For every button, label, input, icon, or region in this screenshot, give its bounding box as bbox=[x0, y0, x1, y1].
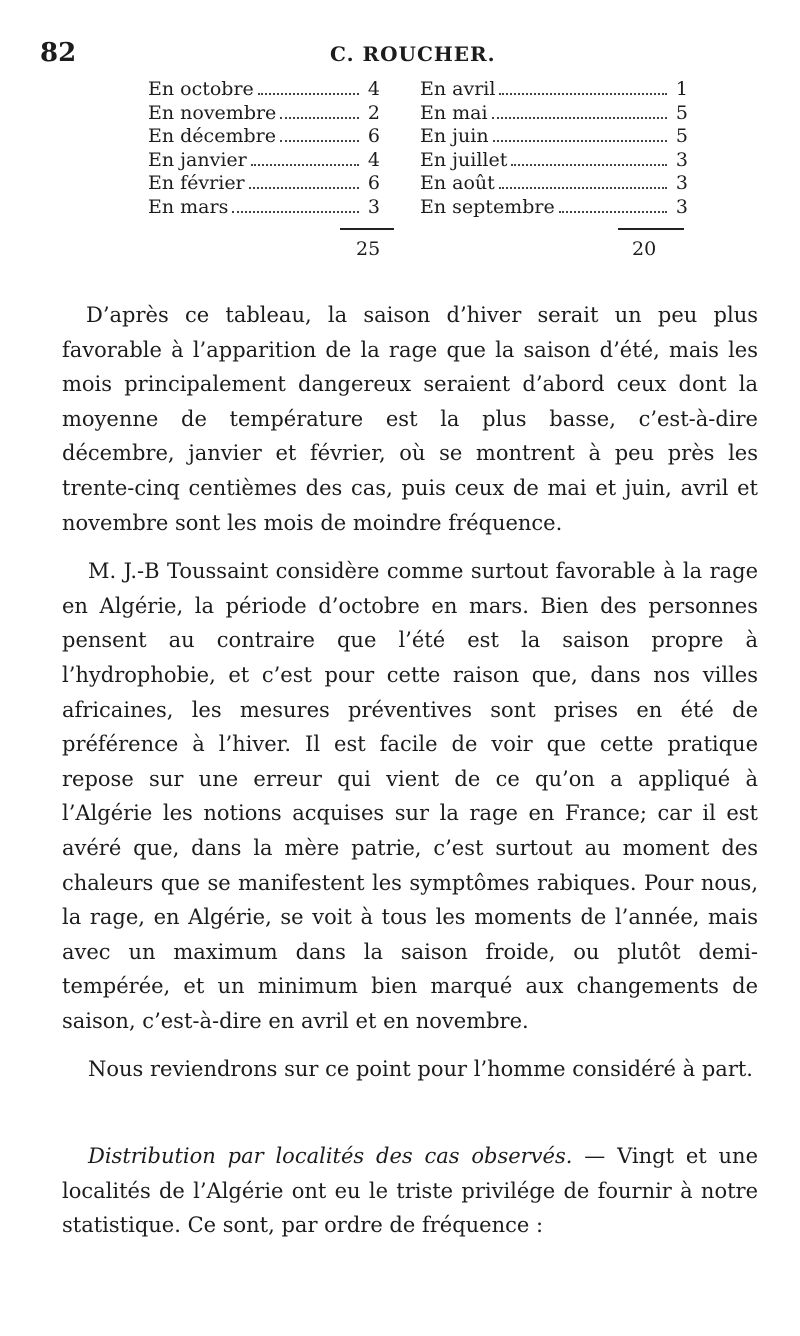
table-row bbox=[420, 125, 688, 149]
month-label: En septembre bbox=[420, 195, 555, 218]
month-label: En juin bbox=[420, 125, 489, 147]
sum-rule-left bbox=[340, 228, 394, 230]
table-row bbox=[420, 172, 688, 196]
total-right: 20 bbox=[632, 238, 657, 260]
dot-leader bbox=[249, 187, 359, 189]
case-count: 3 bbox=[675, 148, 688, 171]
month-label: En mars bbox=[148, 195, 229, 218]
dot-leader bbox=[492, 117, 667, 119]
month-label: En novembre bbox=[148, 101, 277, 124]
table-row bbox=[148, 196, 380, 220]
dot-leader bbox=[258, 93, 359, 95]
case-count: 1 bbox=[675, 78, 688, 100]
table-row bbox=[420, 78, 688, 102]
paragraph: D’après ce tableau, la saison d’hiver serait un peu plus favorable à l’apparition de la rage que la saison d’été, mais les mois principalement dangereux seraient d’abord ceux dont la moyenne de température est la plus basse, c’est-à-dire décembre, janvier et février, où se montrent à peu près les trente-cinq centièmes des cas, puis ceux de mai et juin, avril et novembre sont les mois de moindre fréquence. bbox=[62, 303, 758, 535]
case-count: 5 bbox=[675, 125, 688, 147]
page-header bbox=[0, 38, 800, 72]
table-row bbox=[148, 172, 380, 196]
paragraph: Nous reviendrons sur ce point pour l’homme considéré à part. bbox=[88, 1057, 753, 1082]
section-title: Distribution par localités des cas observés. bbox=[88, 1144, 573, 1169]
dot-leader bbox=[499, 93, 667, 95]
month-label: En mai bbox=[420, 101, 488, 124]
case-count: 4 bbox=[367, 148, 380, 171]
table-row bbox=[420, 102, 688, 126]
dot-leader bbox=[499, 187, 667, 189]
table-column-right bbox=[420, 78, 688, 219]
month-label: En juillet bbox=[420, 148, 508, 171]
case-count: 4 bbox=[367, 78, 380, 100]
month-label: En décembre bbox=[148, 125, 276, 147]
section-text: — Vingt et une localités de l’Algérie ont eu le triste privilége de fournir à notre statistique. Ce sont, par ordre de fréquence : bbox=[62, 1144, 758, 1238]
case-count: 6 bbox=[367, 172, 380, 194]
dot-leader bbox=[559, 211, 667, 213]
table-row bbox=[148, 125, 380, 149]
month-label: En août bbox=[420, 172, 495, 194]
total-left: 25 bbox=[356, 238, 381, 260]
dot-leader bbox=[493, 140, 667, 142]
case-count: 3 bbox=[675, 195, 688, 218]
paragraph: M. J.-B Toussaint considère comme surtout favorable à la rage en Algérie, la période d’octobre en mars. Bien des personnes pensent au contraire que l’été est la saison propre à l’hydrophobie, et c’est pour cette raison que, dans nos villes africaines, les mesures préventives sont prises en été de préférence à l’hiver. Il est facile de voir que cette pratique repose sur une erreur qui vient de ce qu’on a appliqué à l’Algérie les notions acquises sur la rage en France; car il est avéré que, dans la mère patrie, c’est surtout au moment des chaleurs que se manifestent les symptômes rabiques. Pour nous, la rage, en Algérie, se voit à tous les moments de l’année, mais avec un maximum dans la saison froide, ou plutôt demi-tempérée, et un minimum bien marqué aux changements de saison, c’est-à-dire en avril et en novembre. bbox=[62, 559, 758, 1033]
case-count: 6 bbox=[367, 125, 380, 147]
table-row bbox=[148, 102, 380, 126]
case-count: 3 bbox=[367, 195, 380, 218]
table-row bbox=[420, 196, 688, 220]
case-count: 3 bbox=[675, 172, 688, 194]
table-column-left bbox=[148, 78, 380, 219]
month-label: En octobre bbox=[148, 78, 254, 100]
dot-leader bbox=[251, 164, 359, 166]
case-count: 5 bbox=[675, 101, 688, 124]
running-head: C. ROUCHER. bbox=[330, 42, 496, 66]
section-paragraph bbox=[62, 1139, 758, 1243]
table-row bbox=[148, 78, 380, 102]
month-label: En février bbox=[148, 172, 245, 194]
page-number: 82 bbox=[40, 38, 77, 68]
dot-leader bbox=[511, 164, 667, 166]
body-text bbox=[62, 298, 758, 1257]
table-row bbox=[420, 149, 688, 173]
sum-rule-right bbox=[618, 228, 684, 230]
table-row bbox=[148, 149, 380, 173]
dot-leader bbox=[280, 140, 359, 142]
case-count: 2 bbox=[367, 101, 380, 124]
month-label: En janvier bbox=[148, 148, 247, 171]
month-label: En avril bbox=[420, 78, 496, 100]
dot-leader bbox=[232, 211, 359, 213]
dot-leader bbox=[280, 117, 359, 119]
